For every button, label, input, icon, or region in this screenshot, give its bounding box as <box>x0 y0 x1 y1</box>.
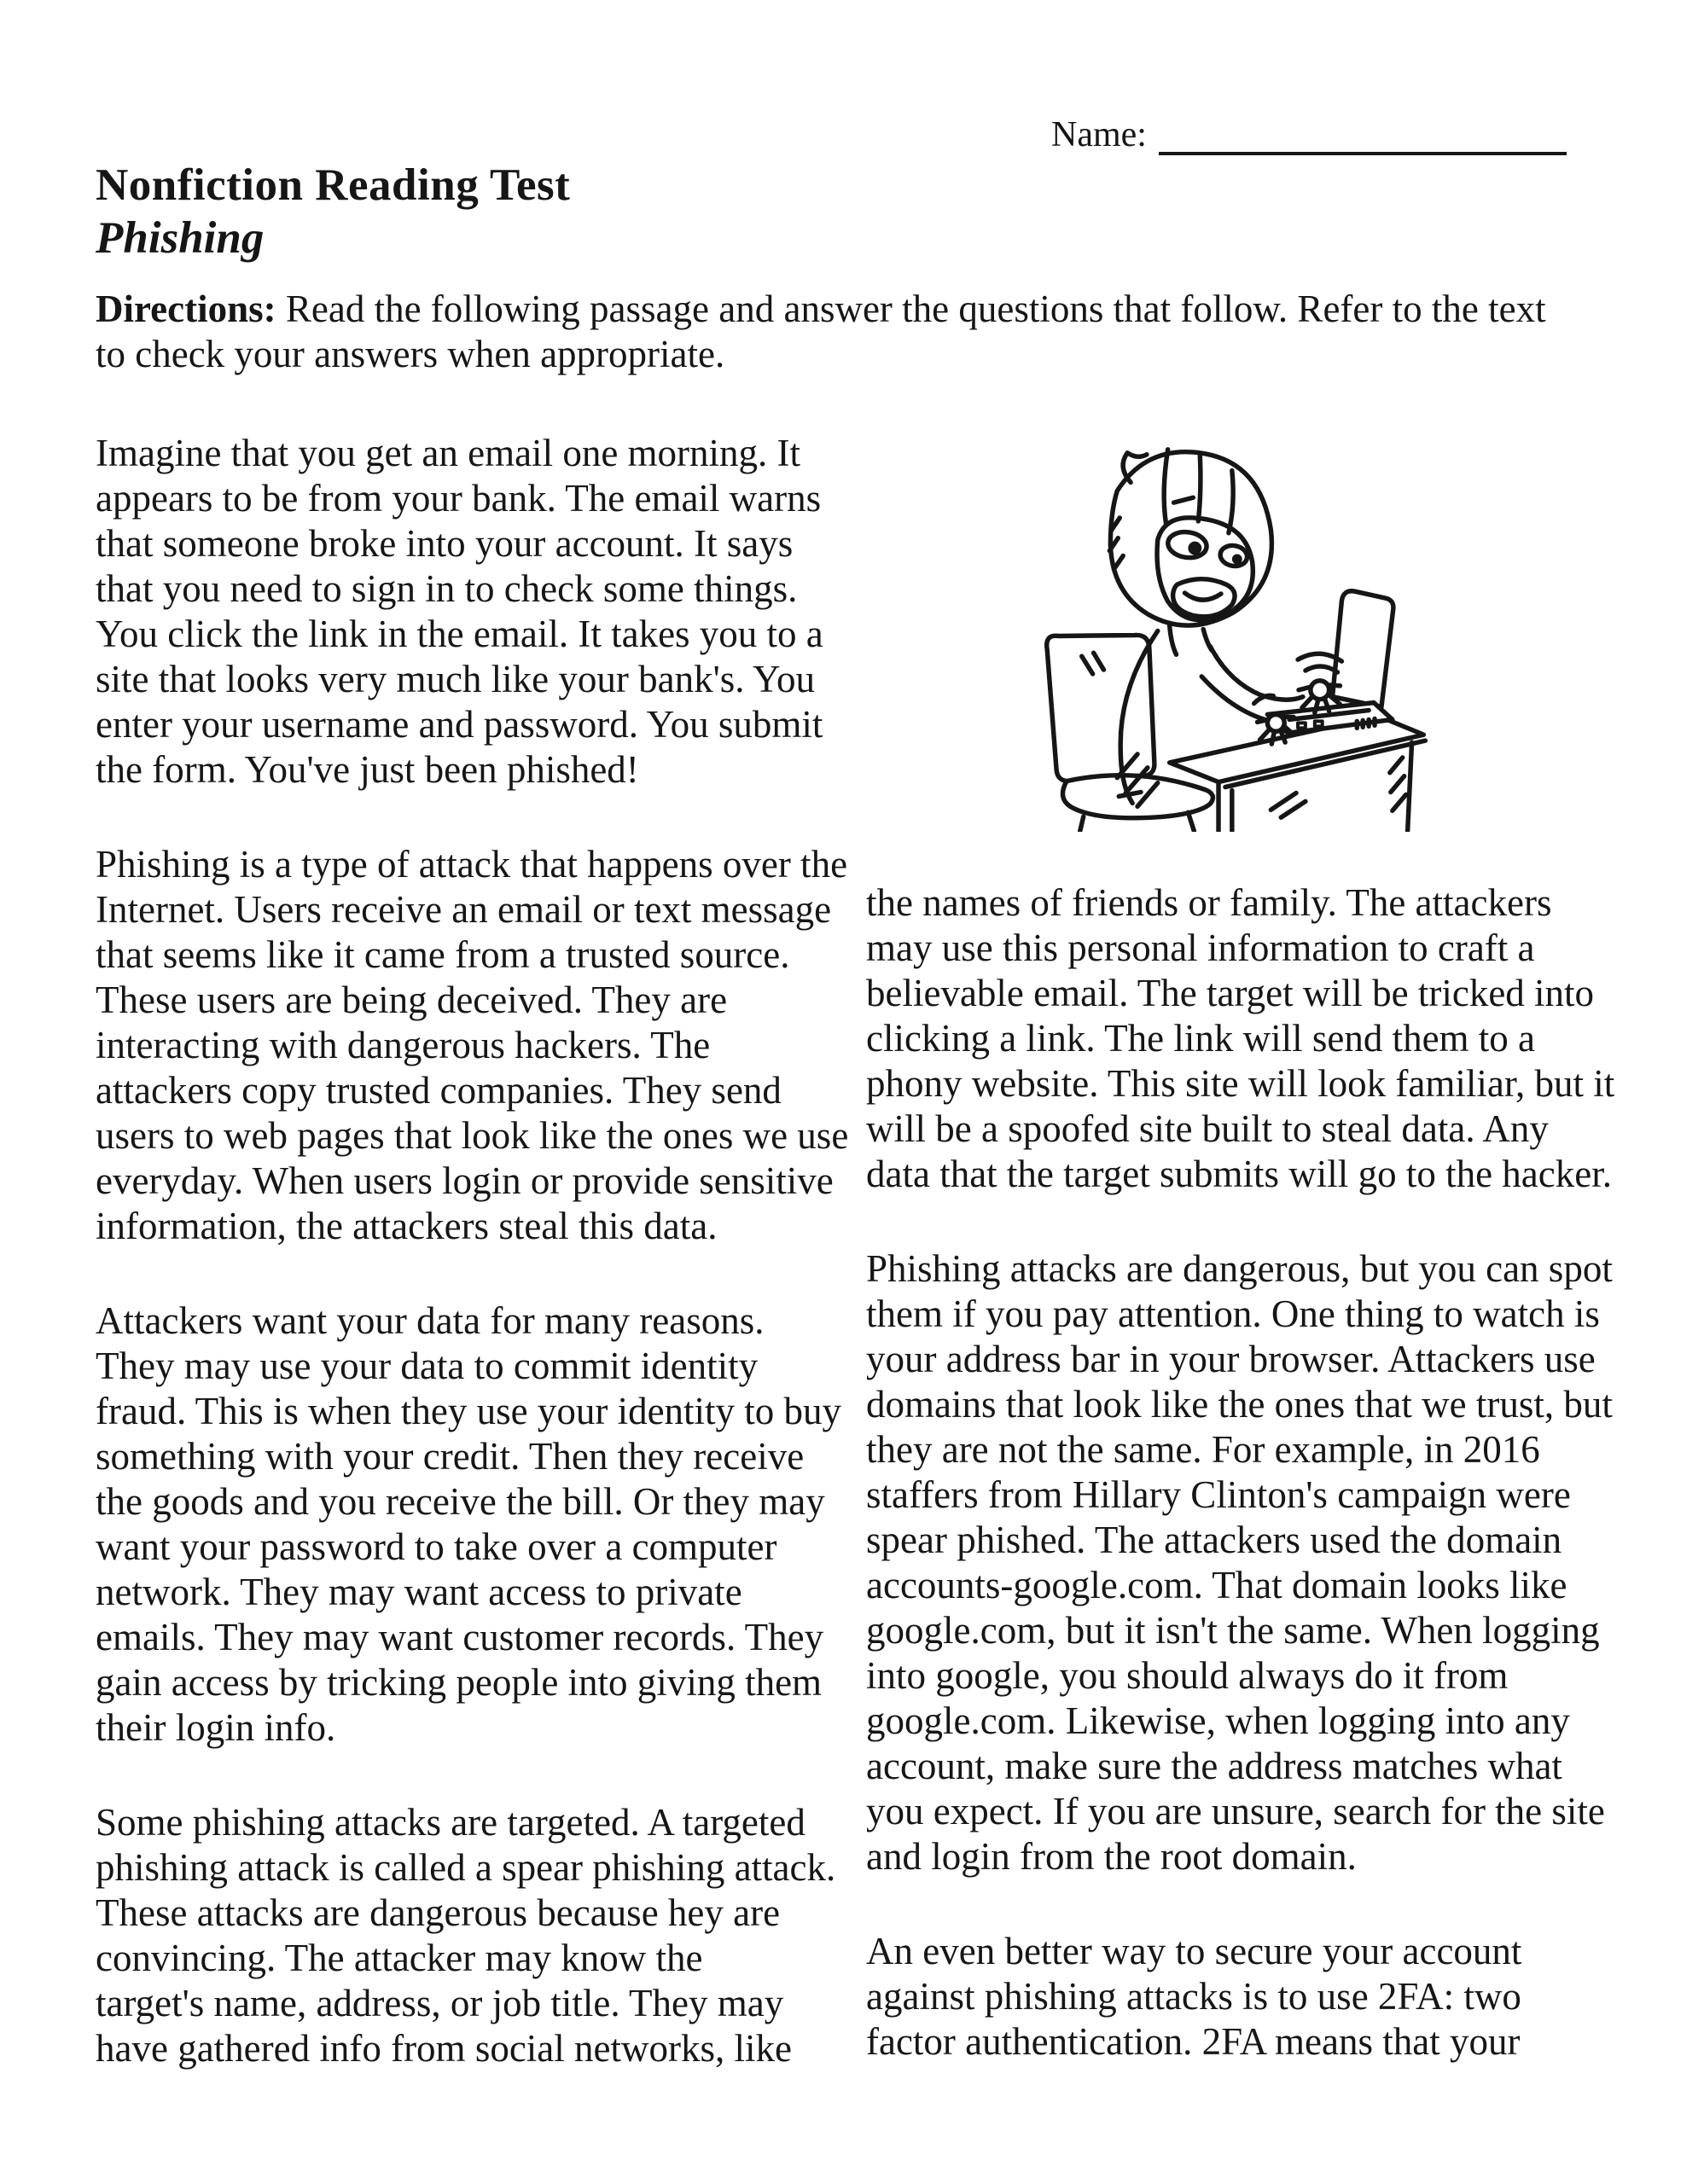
text-line: spear phished. The attackers used the domain <box>866 1519 1562 1561</box>
text-line: the goods and you receive the bill. Or they may <box>96 1480 825 1523</box>
text-line: have gathered info from social networks, like <box>96 2027 792 2070</box>
left-column <box>96 431 868 2121</box>
text-line: your address bar in your browser. Attackers use <box>866 1338 1596 1380</box>
text-line: the form. You've just been phished! <box>96 748 639 791</box>
text-line: site that looks very much like your bank's. You <box>96 658 816 700</box>
text-line: They may use your data to commit identity <box>96 1345 759 1387</box>
text-line: will be a spoofed site built to steal data. Any <box>866 1107 1549 1150</box>
text-line: phishing attack is called a spear phishing attack. <box>96 1846 836 1889</box>
directions-line2: to check your answers when appropriate. <box>96 333 725 375</box>
text-line: data that the target submits will go to the hacker. <box>866 1153 1612 1195</box>
directions-text: Read the following passage and answer the questions that follow. Refer to the text <box>285 288 1546 330</box>
title-block <box>96 159 570 264</box>
text-line: target's name, address, or job title. They may <box>96 1982 784 2024</box>
text-line: Phishing is a type of attack that happens over the <box>96 843 848 886</box>
text-line: google.com, but it isn't the same. When logging <box>866 1609 1600 1652</box>
name-label: Name: <box>1051 115 1147 154</box>
text-line: attackers copy trusted companies. They send <box>96 1069 782 1112</box>
text-line: that someone broke into your account. It says <box>96 522 794 565</box>
text-line: something with your credit. Then they receive <box>96 1435 805 1478</box>
body-paragraph <box>866 1929 1638 2065</box>
text-line: account, make sure the address matches what <box>866 1745 1562 1787</box>
motion-arc <box>1306 666 1338 672</box>
text-line: network. They may want access to private <box>96 1571 742 1613</box>
text-line: These users are being deceived. They are <box>96 979 728 1021</box>
text-line: You click the link in the email. It takes you to a <box>96 613 823 655</box>
text-line: users to web pages that look like the ones we use <box>96 1114 849 1157</box>
page-title: Nonfiction Reading Test <box>96 160 571 210</box>
text-line: phony website. This site will look familiar, but it <box>866 1062 1615 1105</box>
text-line: against phishing attacks is to use 2FA: two <box>866 1975 1521 2018</box>
text-line: accounts-google.com. That domain looks like <box>866 1564 1567 1606</box>
text-line: staffers from Hillary Clinton's campaign were <box>866 1473 1571 1516</box>
text-line: google.com. Likewise, when logging into any <box>866 1699 1570 1742</box>
text-line: their login info. <box>96 1706 336 1749</box>
text-line: may use this personal information to craft a <box>866 926 1535 969</box>
text-line: believable email. The target will be tricked into <box>866 972 1595 1014</box>
text-line: Attackers want your data for many reasons. <box>96 1299 765 1342</box>
text-line: you expect. If you are unsure, search for the site <box>866 1790 1605 1833</box>
text-line: domains that look like the ones that we trust, but <box>866 1383 1613 1426</box>
text-line: Imagine that you get an email one morning. It <box>96 432 801 474</box>
text-line: them if you pay attention. One thing to watch is <box>866 1292 1600 1335</box>
name-blank-line[interactable] <box>1159 121 1567 155</box>
text-line: want your password to take over a computer <box>96 1525 777 1568</box>
body-paragraph <box>96 1298 868 1751</box>
text-line: convincing. The attacker may know the <box>96 1937 703 1979</box>
right-column <box>866 431 1638 2114</box>
name-row <box>1051 114 1567 155</box>
text-line: that you need to sign in to check some things. <box>96 567 798 610</box>
directions-line1 <box>96 287 1546 332</box>
text-line: emails. They may want customer records. They <box>96 1616 824 1658</box>
text-line: that seems like it came from a trusted source. <box>96 933 790 976</box>
text-line: These attacks are dangerous because hey are <box>96 1891 781 1934</box>
body-paragraph <box>96 842 868 1249</box>
text-line: the names of friends or family. The attackers <box>866 881 1552 924</box>
text-line: Phishing attacks are dangerous, but you can spot <box>866 1247 1613 1290</box>
text-line: enter your username and password. You submit <box>96 703 823 746</box>
text-line: An even better way to secure your account <box>866 1930 1522 1972</box>
directions <box>96 287 1546 377</box>
text-line: they are not the same. For example, in 2016 <box>866 1428 1540 1471</box>
text-line: appears to be from your bank. The email warns <box>96 477 822 520</box>
body-paragraph <box>866 1246 1638 1879</box>
masked-hacker-typing-on-laptop-sketch <box>990 435 1451 832</box>
ski-mask-head-sketch <box>1109 450 1271 654</box>
page-subtitle: Phishing <box>96 213 265 263</box>
text-line: and login from the root domain. <box>866 1835 1357 1878</box>
text-line: interacting with dangerous hackers. The <box>96 1024 711 1066</box>
text-line: Internet. Users receive an email or text message <box>96 888 832 931</box>
text-line: clicking a link. The link will send them to a <box>866 1017 1536 1060</box>
text-line: information, the attackers steal this data. <box>96 1205 718 1247</box>
text-line: fraud. This is when they use your identity to buy <box>96 1390 842 1432</box>
body-paragraph <box>96 1800 868 2071</box>
text-line: Some phishing attacks are targeted. A targeted <box>96 1801 805 1844</box>
directions-label: Directions: <box>96 288 276 330</box>
body-paragraph <box>866 880 1638 1197</box>
body-paragraph <box>96 431 868 793</box>
text-line: factor authentication. 2FA means that your <box>866 2020 1521 2063</box>
hacker-illustration <box>990 435 1451 832</box>
text-line: gain access by tricking people into giving them <box>96 1661 823 1704</box>
text-line: into google, you should always do it from <box>866 1654 1509 1697</box>
text-line: everyday. When users login or provide sensitive <box>96 1159 834 1202</box>
